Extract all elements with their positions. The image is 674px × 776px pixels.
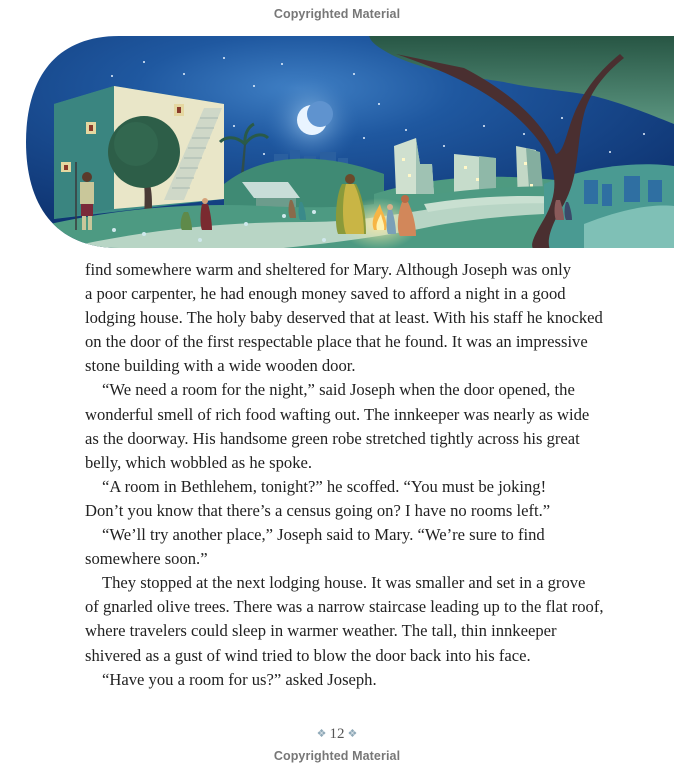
paragraph-1 (85, 258, 615, 378)
text-line: “We need a room for the night,” said Joseph when the door opened, the (102, 380, 575, 400)
text-line: where travelers could sleep in warmer weather. The tall, thin innkeeper (85, 621, 557, 641)
text-line: They stopped at the next lodging house. It was smaller and set in a grove (102, 573, 586, 593)
text-line: stone building with a wide wooden door. (85, 356, 356, 376)
page-number (0, 726, 674, 743)
copyright-header: Copyrighted Material (273, 7, 401, 21)
copyright-footer: Copyrighted Material (273, 749, 401, 763)
text-line: “We’ll try another place,” Joseph said to Mary. “We’re sure to find (102, 525, 545, 545)
paragraph-3 (85, 475, 615, 523)
text-line: belly, which wobbled as he spoke. (85, 452, 313, 472)
text-line: of gnarled olive trees. There was a narrow staircase leading up to the flat roof, (85, 597, 604, 617)
ornament-left-icon: ❖ (316, 728, 327, 740)
text-line: “Have you a room for us?” asked Joseph. (102, 669, 377, 689)
text-line: “A room in Bethlehem, tonight?” he scoffed. “You must be joking! (102, 476, 547, 496)
text-line: a poor carpenter, he had enough money saved to afford a night in a good (85, 284, 566, 304)
body-text (85, 258, 615, 692)
text-line: Don’t you know that there’s a census going on? I have no rooms left.” (85, 500, 551, 520)
bethlehem-night-scene-image (24, 34, 674, 250)
paragraph-4 (85, 523, 615, 571)
paragraph-2 (85, 378, 615, 474)
paragraph-6 (85, 668, 615, 692)
text-line: lodging house. The holy baby deserved that at least. With his staff he knocked (85, 308, 603, 328)
paragraph-5 (85, 571, 615, 667)
text-line: wonderful smell of rich food wafting out. The innkeeper was nearly as wide (85, 404, 590, 424)
page-number-value: 12 (329, 726, 345, 742)
ornament-right-icon: ❖ (347, 728, 358, 740)
text-line: somewhere soon.” (85, 549, 208, 569)
text-line: shivered as a gust of wind tried to blow the door back into his face. (85, 645, 531, 665)
text-line: as the doorway. His handsome green robe stretched tightly across his great (85, 428, 580, 448)
text-line: on the door of the first respectable place that he found. It was an impressive (85, 332, 588, 352)
chapter-illustration (24, 34, 674, 250)
text-line: find somewhere warm and sheltered for Mary. Although Joseph was only (85, 260, 572, 279)
